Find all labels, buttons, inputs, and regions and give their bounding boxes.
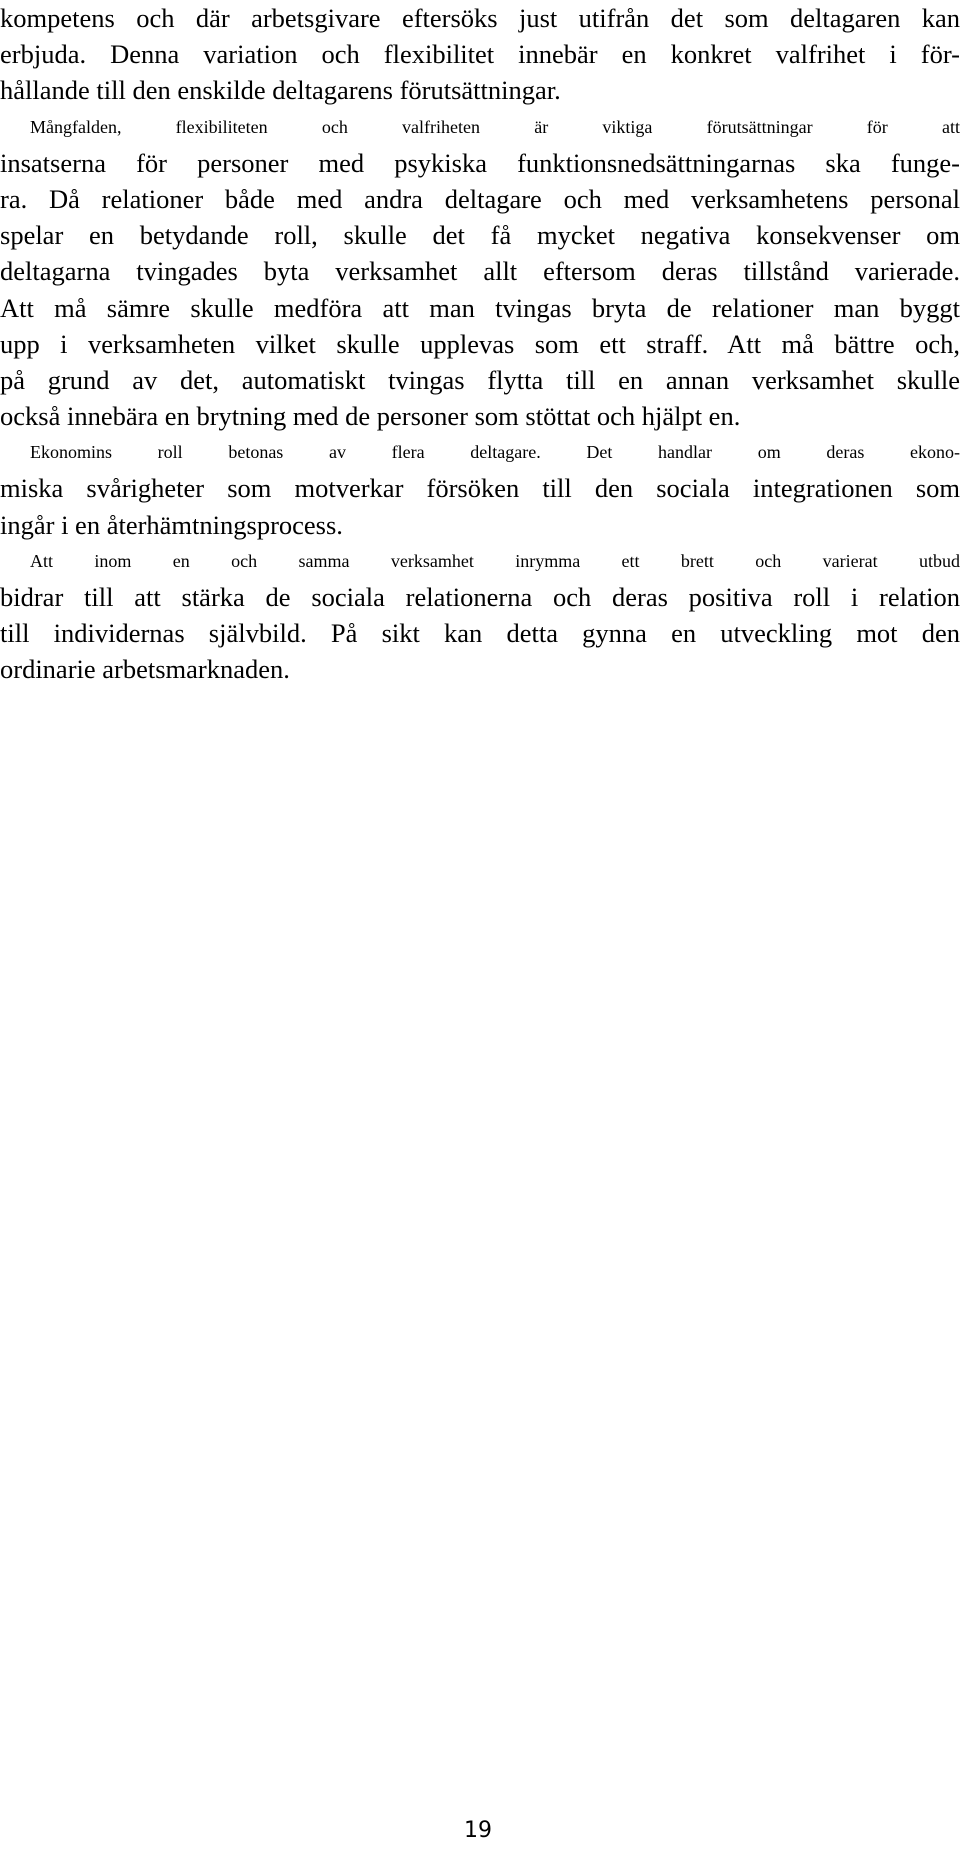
- page-number: 19: [464, 1818, 492, 1843]
- text-line: Att inom en och samma verksamhet inrymma ett brett och varierat utbud: [30, 550, 960, 571]
- text-line: hållande till den enskilde deltagarens förutsättningar.: [0, 75, 561, 106]
- text-line: ra. Då relationer både med andra deltagare och med verksamhetens personal: [0, 183, 960, 214]
- text-line: bidrar till att stärka de sociala relationerna och deras positiva roll i relation: [0, 582, 960, 612]
- text-line: upp i verksamheten vilket skulle upplevas som ett straff. Att må bättre och,: [0, 328, 960, 359]
- text-line: insatserna för personer med psykiska funktionsnedsättningarnas ska funge-: [0, 147, 960, 178]
- text-line: på grund av det, automatiskt tvingas flytta till en annan verksamhet skulle: [0, 364, 960, 395]
- text-line: ordinarie arbetsmarknaden.: [0, 654, 290, 685]
- text-line: Mångfalden, flexibiliteten och valfriheten är viktiga förutsättningar för att: [30, 116, 960, 137]
- text-line: erbjuda. Denna variation och flexibilitet innebär en konkret valfrihet i för-: [0, 39, 960, 70]
- text-line: ingår i en återhämtningsprocess.: [0, 509, 343, 540]
- text-line: också innebära en brytning med de personer som stöttat och hjälpt en.: [0, 401, 741, 432]
- text-line: kompetens och där arbetsgivare eftersöks just utifrån det som deltagaren kan: [0, 3, 960, 33]
- text-line: Ekonomins roll betonas av flera deltagare. Det handlar om deras ekono-: [30, 442, 960, 463]
- text-line: Att må sämre skulle medföra att man tvingas bryta de relationer man byggt: [0, 292, 960, 323]
- text-line: spelar en betydande roll, skulle det få mycket negativa konsekvenser om: [0, 220, 960, 251]
- text-line: deltagarna tvingades byta verksamhet allt eftersom deras tillstånd varierade.: [0, 256, 960, 287]
- text-line: miska svårigheter som motverkar försöken till den sociala integrationen som: [0, 473, 960, 504]
- text-line: till individernas självbild. På sikt kan detta gynna en utveckling mot den: [0, 618, 960, 649]
- body-text: [0, 0, 960, 688]
